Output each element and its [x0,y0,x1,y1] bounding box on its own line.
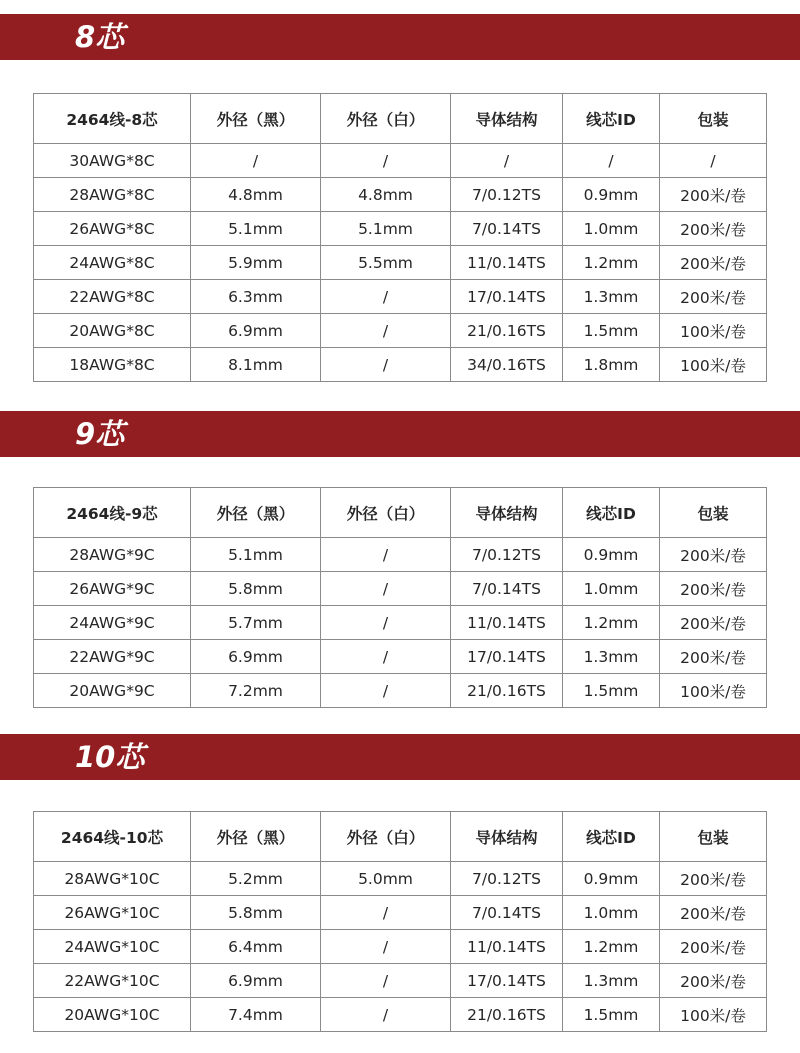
cell-conductor: 21/0.16TS [451,674,563,708]
table-row [34,572,767,606]
header-conductor: 导体结构 [451,812,563,862]
cell-od-black: 5.2mm [191,862,321,896]
cell-od-white: / [321,144,451,178]
table-row [34,246,767,280]
header-model: 2464线-9芯 [34,488,191,538]
cell-conductor: 7/0.12TS [451,862,563,896]
table-row [34,212,767,246]
cell-packaging: 200米/卷 [660,538,767,572]
cell-model: 24AWG*10C [34,930,191,964]
cell-od-white: / [321,280,451,314]
cell-core-id: 1.3mm [563,280,660,314]
cell-od-white: / [321,896,451,930]
section-band-8-core [0,14,800,60]
header-core-id: 线芯ID [563,94,660,144]
cell-od-black: 6.3mm [191,280,321,314]
cell-od-white: 5.5mm [321,246,451,280]
cell-packaging: 200米/卷 [660,178,767,212]
header-core-id: 线芯ID [563,488,660,538]
cell-od-black: / [191,144,321,178]
section-band-10-core [0,734,800,780]
cell-packaging: 200米/卷 [660,572,767,606]
table-row [34,998,767,1032]
cell-od-black: 5.7mm [191,606,321,640]
cell-packaging: 200米/卷 [660,606,767,640]
cell-od-white: / [321,930,451,964]
cell-od-black: 6.9mm [191,964,321,998]
cell-model: 18AWG*8C [34,348,191,382]
table-row [34,314,767,348]
cell-od-white: 5.0mm [321,862,451,896]
cell-od-black: 6.4mm [191,930,321,964]
cell-od-black: 6.9mm [191,640,321,674]
spec-table-8-core [33,93,767,382]
header-od-black: 外径（黑） [191,94,321,144]
cell-core-id: 1.0mm [563,212,660,246]
cell-core-id: 0.9mm [563,862,660,896]
cell-od-white: 4.8mm [321,178,451,212]
table-row [34,280,767,314]
cell-od-black: 5.8mm [191,896,321,930]
cell-model: 22AWG*9C [34,640,191,674]
table-row [34,640,767,674]
table-header-row [34,94,767,144]
table-row [34,606,767,640]
header-conductor: 导体结构 [451,488,563,538]
cell-od-white: / [321,314,451,348]
cell-od-white: / [321,538,451,572]
header-model: 2464线-8芯 [34,94,191,144]
cell-core-id: 1.0mm [563,896,660,930]
cell-conductor: 7/0.14TS [451,896,563,930]
cell-core-id: 1.2mm [563,246,660,280]
table-row [34,862,767,896]
header-od-white: 外径（白） [321,488,451,538]
section-band-9-core [0,411,800,457]
section-title: 9芯 [75,417,125,451]
header-od-black: 外径（黑） [191,488,321,538]
cell-core-id: 0.9mm [563,178,660,212]
cell-conductor: 34/0.16TS [451,348,563,382]
cell-packaging: / [660,144,767,178]
cell-model: 26AWG*9C [34,572,191,606]
cell-od-white: 5.1mm [321,212,451,246]
cell-packaging: 100米/卷 [660,998,767,1032]
cell-core-id: 1.3mm [563,640,660,674]
cell-model: 28AWG*8C [34,178,191,212]
table-row [34,964,767,998]
header-od-black: 外径（黑） [191,812,321,862]
cell-packaging: 200米/卷 [660,212,767,246]
spec-table-9-core [33,487,767,708]
cell-conductor: 17/0.14TS [451,640,563,674]
cell-conductor: 7/0.14TS [451,212,563,246]
cell-od-white: / [321,606,451,640]
table-row [34,896,767,930]
cell-packaging: 200米/卷 [660,280,767,314]
cell-od-black: 5.9mm [191,246,321,280]
cell-model: 26AWG*10C [34,896,191,930]
header-od-white: 外径（白） [321,812,451,862]
header-conductor: 导体结构 [451,94,563,144]
table-row [34,674,767,708]
cell-conductor: 17/0.14TS [451,964,563,998]
cell-core-id: 1.5mm [563,998,660,1032]
cell-model: 24AWG*8C [34,246,191,280]
cell-packaging: 200米/卷 [660,896,767,930]
cell-conductor: 11/0.14TS [451,606,563,640]
cell-core-id: 0.9mm [563,538,660,572]
header-model: 2464线-10芯 [34,812,191,862]
table-row [34,178,767,212]
cell-od-black: 7.4mm [191,998,321,1032]
cell-model: 20AWG*10C [34,998,191,1032]
cell-od-black: 5.1mm [191,538,321,572]
cell-core-id: 1.2mm [563,606,660,640]
cell-core-id: 1.2mm [563,930,660,964]
header-packaging: 包装 [660,94,767,144]
cell-model: 20AWG*8C [34,314,191,348]
cell-conductor: 21/0.16TS [451,314,563,348]
cell-model: 22AWG*8C [34,280,191,314]
cell-od-black: 5.1mm [191,212,321,246]
cell-packaging: 200米/卷 [660,246,767,280]
table-row [34,348,767,382]
section-title: 10芯 [75,740,145,774]
table-row [34,930,767,964]
cell-packaging: 200米/卷 [660,862,767,896]
cell-od-black: 7.2mm [191,674,321,708]
cell-core-id: / [563,144,660,178]
cell-model: 28AWG*10C [34,862,191,896]
cell-od-white: / [321,674,451,708]
cell-core-id: 1.5mm [563,674,660,708]
cell-od-white: / [321,964,451,998]
cell-core-id: 1.8mm [563,348,660,382]
cell-core-id: 1.5mm [563,314,660,348]
cell-model: 20AWG*9C [34,674,191,708]
cell-conductor: 7/0.14TS [451,572,563,606]
header-packaging: 包装 [660,812,767,862]
cell-conductor: / [451,144,563,178]
cell-conductor: 21/0.16TS [451,998,563,1032]
cell-od-black: 5.8mm [191,572,321,606]
cell-od-white: / [321,572,451,606]
header-packaging: 包装 [660,488,767,538]
cell-core-id: 1.0mm [563,572,660,606]
cell-packaging: 200米/卷 [660,964,767,998]
table-row [34,538,767,572]
cell-conductor: 11/0.14TS [451,930,563,964]
cell-model: 26AWG*8C [34,212,191,246]
cell-packaging: 200米/卷 [660,640,767,674]
cell-model: 30AWG*8C [34,144,191,178]
cell-model: 24AWG*9C [34,606,191,640]
cell-packaging: 200米/卷 [660,930,767,964]
cell-od-white: / [321,998,451,1032]
cell-model: 22AWG*10C [34,964,191,998]
table-header-row [34,812,767,862]
cell-od-black: 4.8mm [191,178,321,212]
header-od-white: 外径（白） [321,94,451,144]
cell-model: 28AWG*9C [34,538,191,572]
header-core-id: 线芯ID [563,812,660,862]
cell-packaging: 100米/卷 [660,348,767,382]
cell-packaging: 100米/卷 [660,314,767,348]
cell-core-id: 1.3mm [563,964,660,998]
cell-conductor: 11/0.14TS [451,246,563,280]
section-title: 8芯 [75,20,125,54]
cell-od-black: 6.9mm [191,314,321,348]
table-header-row [34,488,767,538]
cell-od-white: / [321,640,451,674]
cell-conductor: 17/0.14TS [451,280,563,314]
cell-conductor: 7/0.12TS [451,538,563,572]
table-row [34,144,767,178]
spec-table-10-core [33,811,767,1032]
cell-conductor: 7/0.12TS [451,178,563,212]
cell-od-white: / [321,348,451,382]
cell-packaging: 100米/卷 [660,674,767,708]
cell-od-black: 8.1mm [191,348,321,382]
